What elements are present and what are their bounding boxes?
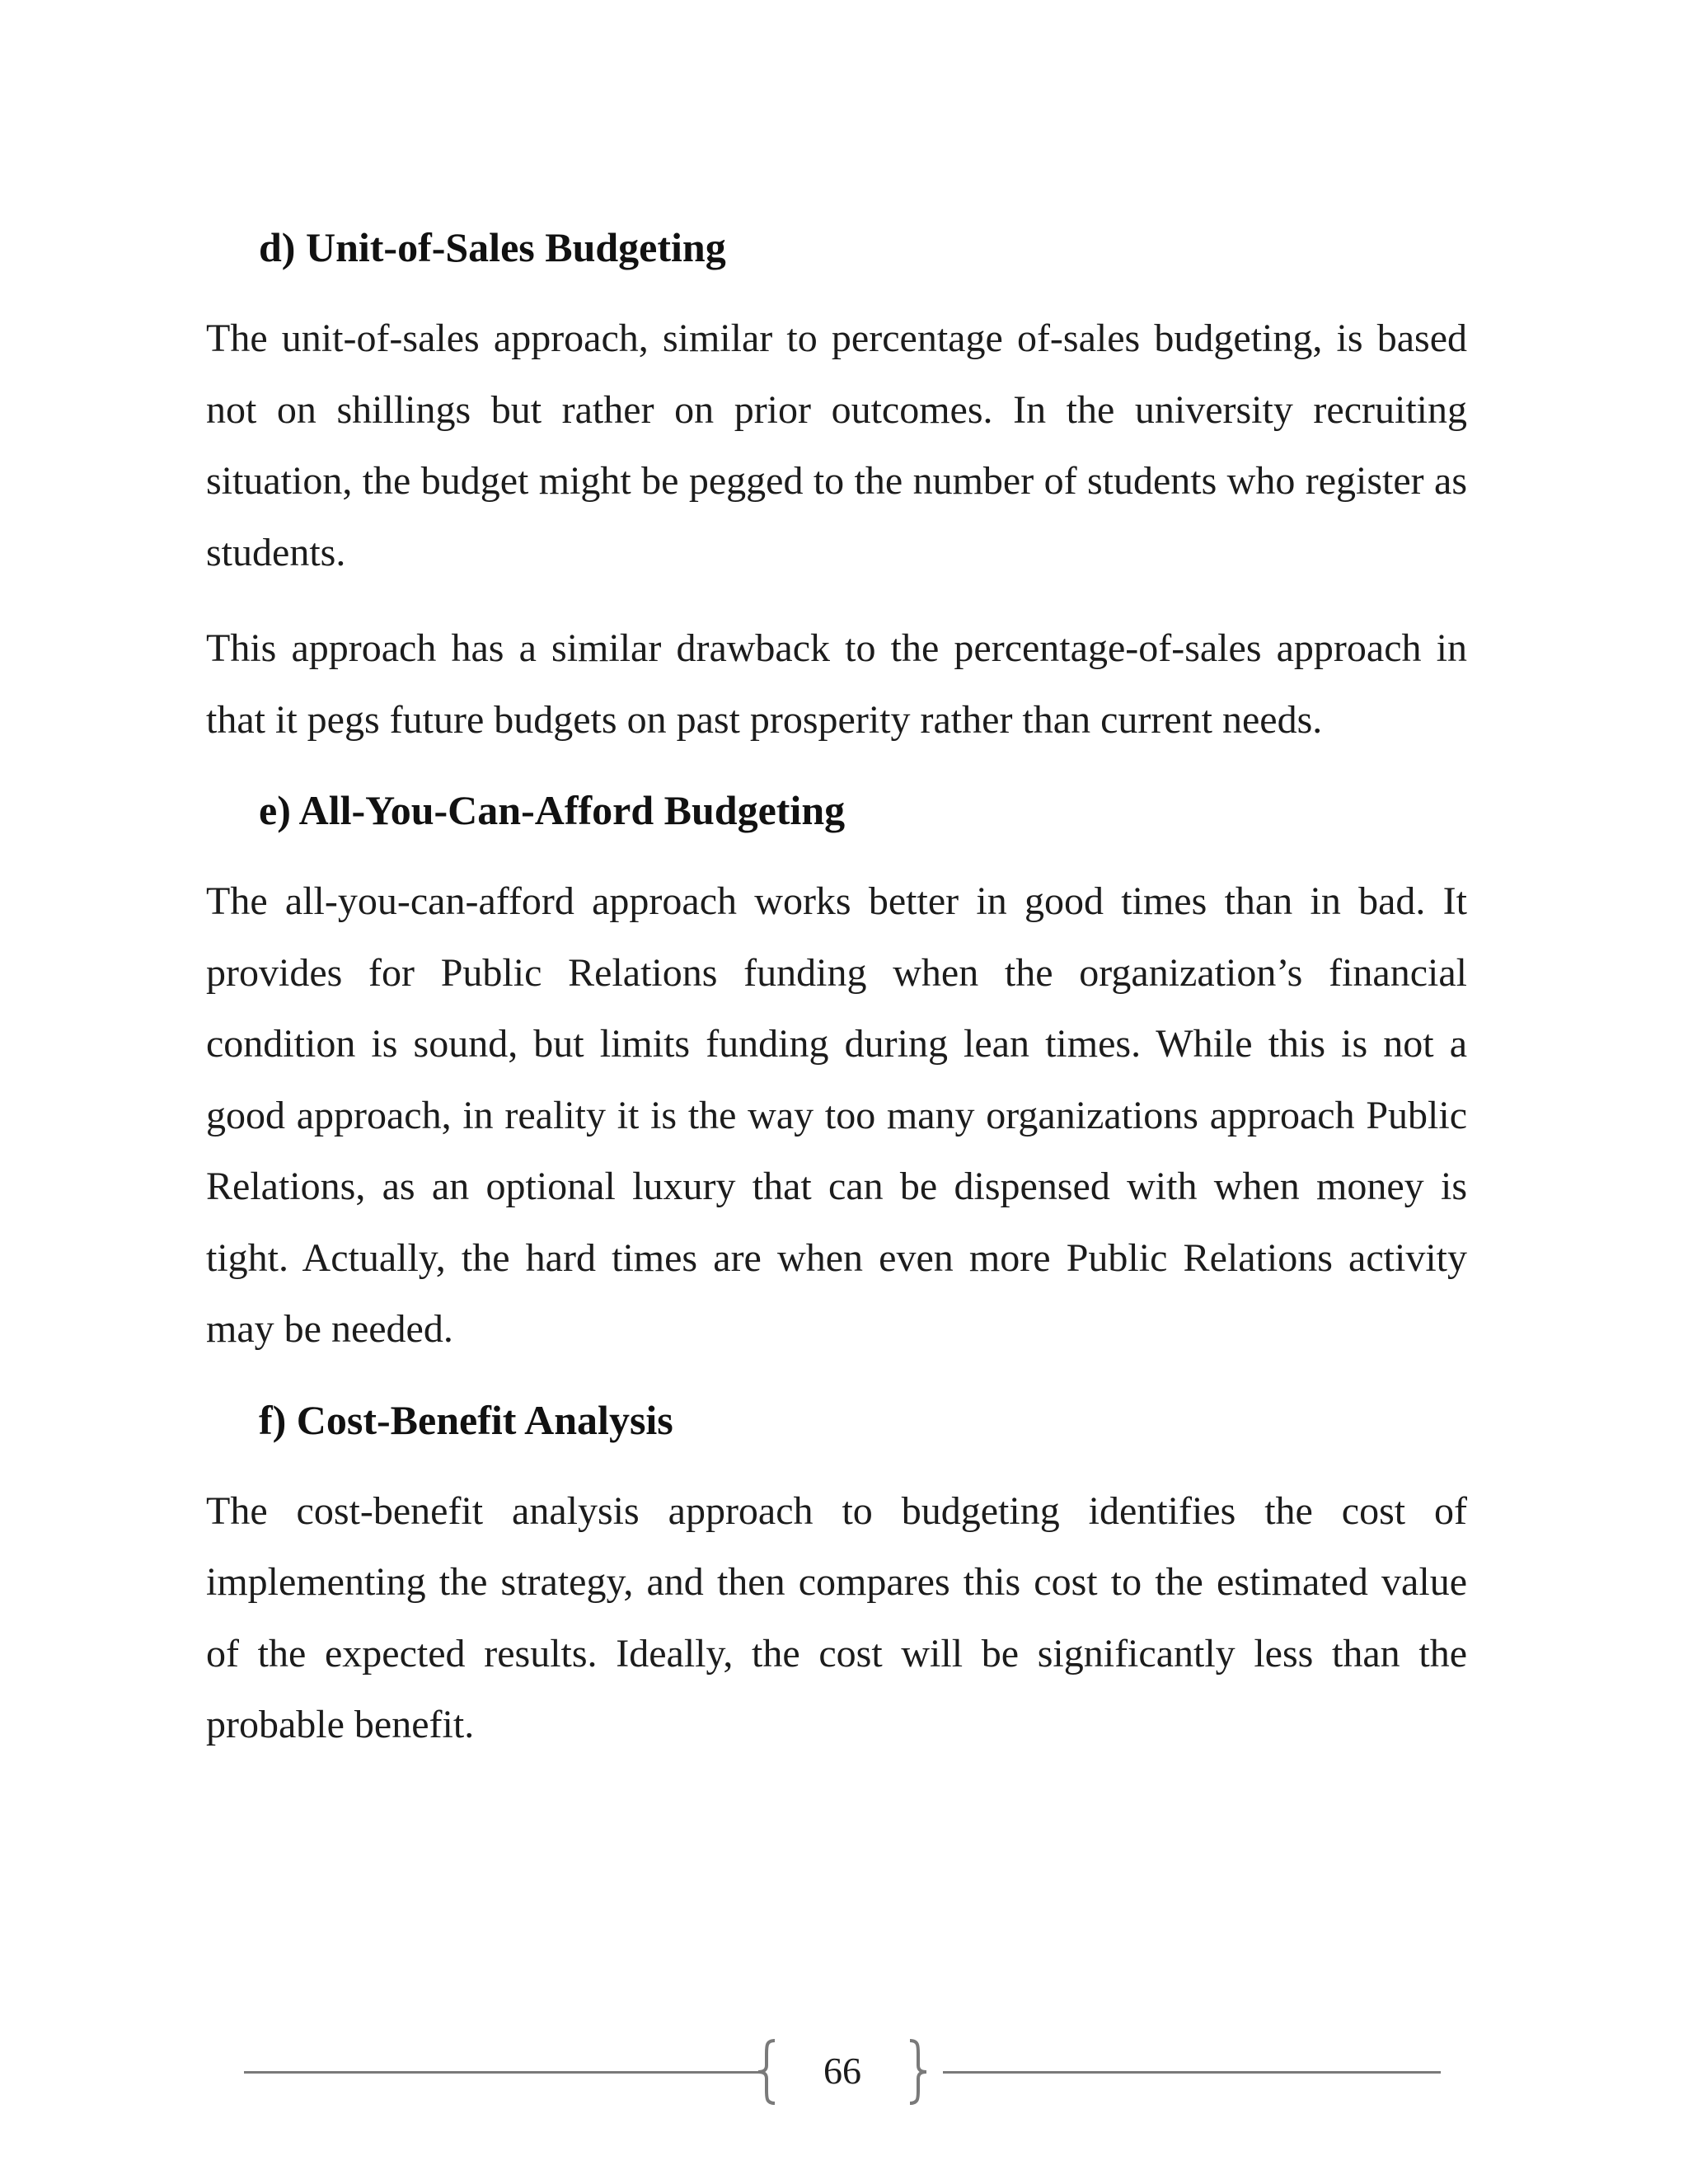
paragraph-unit-of-sales-1: The unit-of-sales approach, similar to percentage of-sales budgeting, is based not on shillings but rather on prior outcomes. In the university recruiting situation, the budget might be pegged to the number of students who register as students. <box>206 316 1467 574</box>
section-heading-all-you-can-afford: e) All-You-Can-Afford Budgeting <box>259 787 846 833</box>
right-brace-icon <box>905 2037 930 2107</box>
section-heading-unit-of-sales: d) Unit-of-Sales Budgeting <box>259 224 726 270</box>
page-number: 66 <box>823 2050 861 2092</box>
footer-rule-right <box>943 2071 1441 2074</box>
page-content <box>206 221 1467 1786</box>
paragraph-cost-benefit-1: The cost-benefit analysis approach to budgeting identifies the cost of implementing the strategy, and then compares this cost to the estimated value of the expected results. Ideally, the cost will be significantly less than the probable benefit. <box>206 1488 1467 1746</box>
page-footer <box>244 2037 1441 2107</box>
paragraph-unit-of-sales-2: This approach has a similar drawback to the percentage-of-sales approach in that it pegs future budgets on past prosperity rather than current needs. <box>206 626 1467 742</box>
footer-rule-left <box>244 2071 758 2074</box>
paragraph-all-you-can-afford-1: The all-you-can-afford approach works better in good times than in bad. It provides for Public Relations funding when the organization’s financial condition is sound, but limits funding during lean times. While this is not a good approach, in reality it is the way too many organizations approach Public Relations, as an optional luxury that can be dispensed with when money is tight. Actually, the hard times are when even more Public Relations activity may be needed. <box>206 879 1467 1351</box>
section-heading-cost-benefit: f) Cost-Benefit Analysis <box>259 1396 673 1443</box>
left-brace-icon <box>755 2037 780 2107</box>
